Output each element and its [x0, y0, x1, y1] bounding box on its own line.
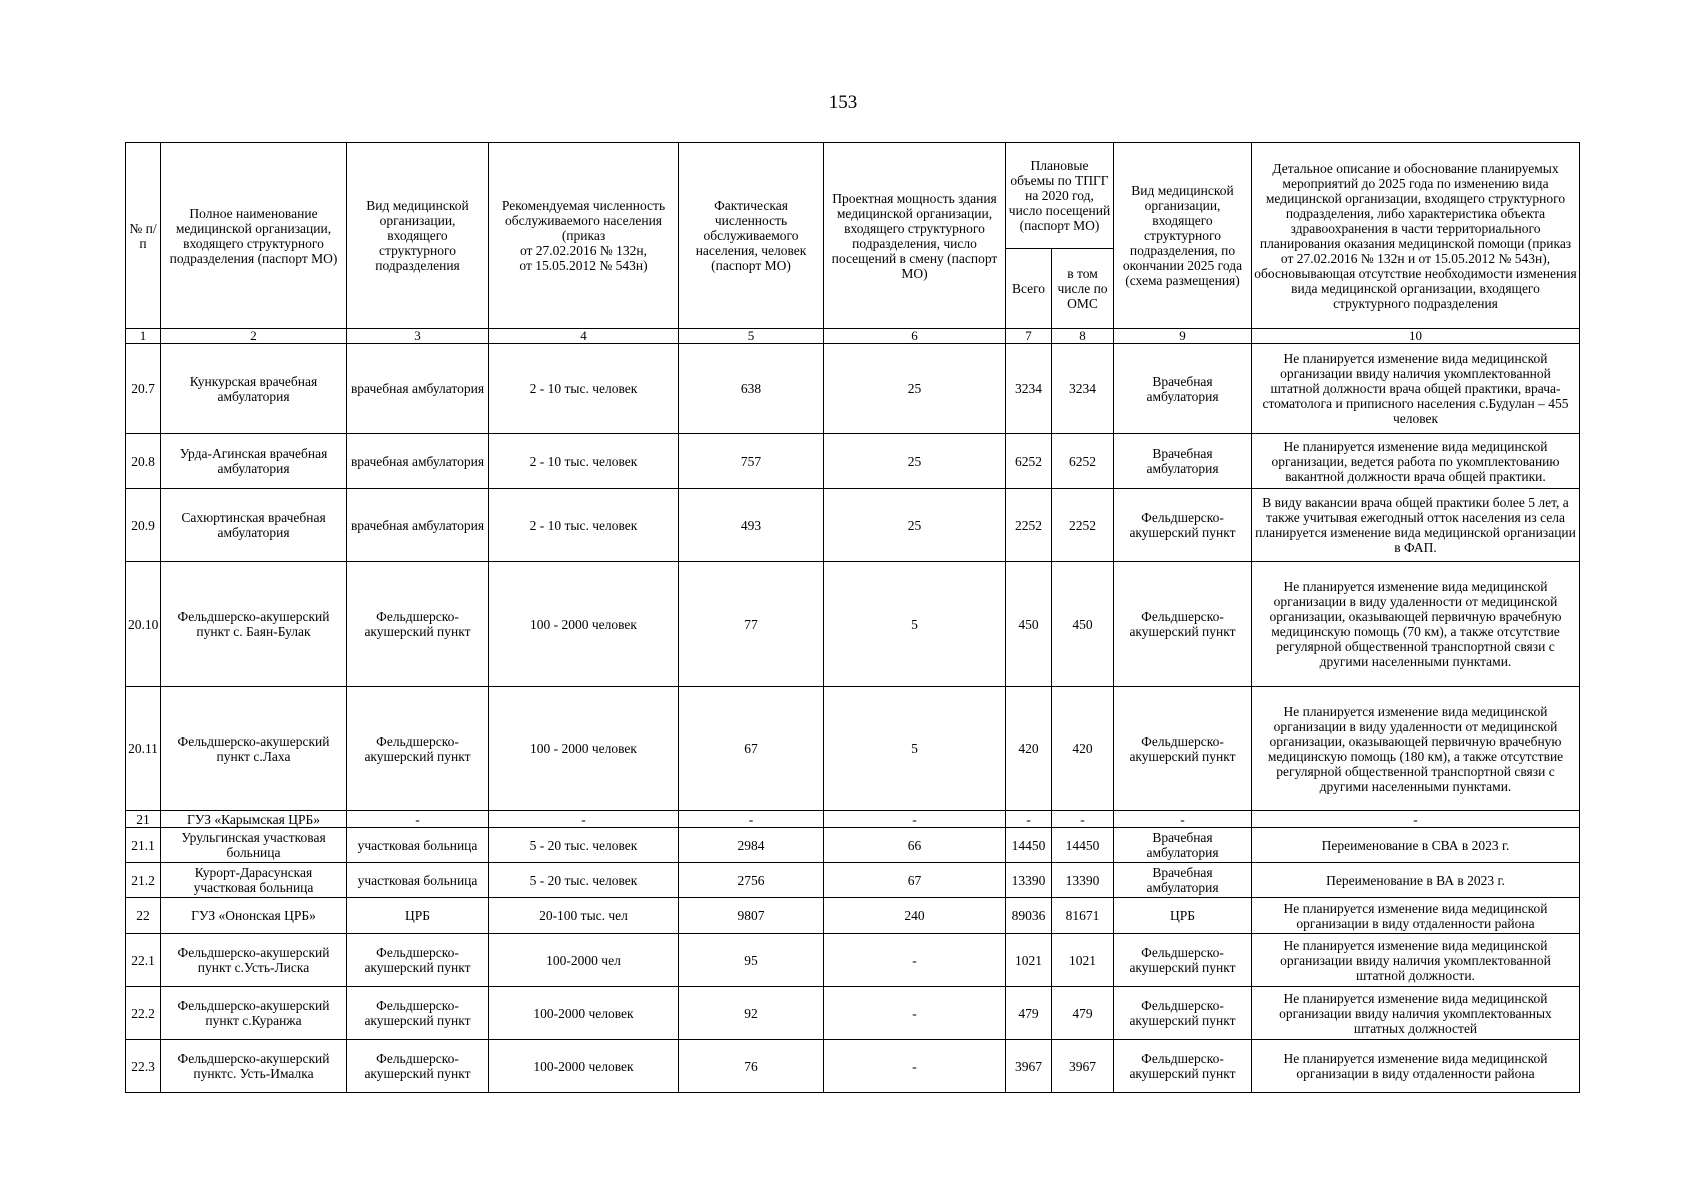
header-recommended-line2: от 27.02.2016 № 132н, [519, 243, 648, 258]
planned-oms: 13390 [1052, 863, 1114, 898]
org-name: Кункурская врачебная амбулатория [161, 344, 347, 434]
table-row [126, 898, 1580, 934]
header-description: Детальное описание и обоснование планируемых мероприятий до 2025 года по изменению вида медицинской организации, входящего структурного подразделения, либо характеристика объекта здравоохранения в части территориального планирования оказания медицинской помощи (приказ от 27.02.2016 № 132н и от 15.05.2012 № 543н), обосновывающая отсутствие необходимости изменения вида медицинской организации, входящего структурного подразделения [1252, 143, 1580, 329]
column-number: 6 [824, 329, 1006, 344]
row-number: 21 [126, 811, 161, 828]
column-number: 1 [126, 329, 161, 344]
planned-oms: - [1052, 811, 1114, 828]
header-recommended-population [489, 143, 679, 329]
row-number: 22.3 [126, 1040, 161, 1093]
header-number: № п/п [126, 143, 161, 329]
design-capacity: 66 [824, 828, 1006, 863]
design-capacity: 5 [824, 562, 1006, 687]
design-capacity: 240 [824, 898, 1006, 934]
planned-total: 6252 [1006, 434, 1052, 489]
header-row [126, 143, 1580, 249]
org-type: врачебная амбулатория [347, 489, 489, 562]
design-capacity: 5 [824, 687, 1006, 811]
org-type: участковая больница [347, 828, 489, 863]
design-capacity: - [824, 1040, 1006, 1093]
planned-oms: 6252 [1052, 434, 1114, 489]
actual-population: 2984 [679, 828, 824, 863]
org-name: Курорт-Дарасунская участковая больница [161, 863, 347, 898]
org-type: участковая больница [347, 863, 489, 898]
row-number: 20.9 [126, 489, 161, 562]
planned-oms: 81671 [1052, 898, 1114, 934]
table-row [126, 1040, 1580, 1093]
recommended-population: 2 - 10 тыс. человек [489, 434, 679, 489]
description: Не планируется изменение вида медицинской организации в виду удаленности от медицинской организации, оказывающей первичную врачебную медицинскую помощь (180 км), а также отсутствие регулярной общественной транспортной связи с другими населенными пунктами. [1252, 687, 1580, 811]
design-capacity: - [824, 811, 1006, 828]
planned-total: 13390 [1006, 863, 1052, 898]
header-type-2025: Вид медицинской организации, входящего структурного подразделения, по окончании 2025 года (схема размещения) [1114, 143, 1252, 329]
row-number: 20.8 [126, 434, 161, 489]
row-number: 20.11 [126, 687, 161, 811]
design-capacity: - [824, 934, 1006, 987]
description: Переименование в СВА в 2023 г. [1252, 828, 1580, 863]
header-total: Всего [1006, 249, 1052, 329]
column-number: 5 [679, 329, 824, 344]
actual-population: 76 [679, 1040, 824, 1093]
org-type-2025: Фельдшерско-акушерский пункт [1114, 489, 1252, 562]
planned-total: 3234 [1006, 344, 1052, 434]
planned-oms: 3234 [1052, 344, 1114, 434]
org-type-2025: Врачебная амбулатория [1114, 863, 1252, 898]
description: - [1252, 811, 1580, 828]
table-row [126, 687, 1580, 811]
header-planned-volumes: Плановые объемы по ТПГГ на 2020 год, число посещений (паспорт МО) [1006, 143, 1114, 249]
header-full-name: Полное наименование медицинской организации, входящего структурного подразделения (паспорт МО) [161, 143, 347, 329]
description: Переименование в ВА в 2023 г. [1252, 863, 1580, 898]
actual-population: - [679, 811, 824, 828]
actual-population: 77 [679, 562, 824, 687]
planned-total: - [1006, 811, 1052, 828]
header-recommended-line1: Рекомендуемая численность обслуживаемого населения (приказ [501, 198, 666, 243]
column-number-row [126, 329, 1580, 344]
org-type: Фельдшерско-акушерский пункт [347, 934, 489, 987]
table-row [126, 489, 1580, 562]
table-row [126, 863, 1580, 898]
design-capacity: 25 [824, 434, 1006, 489]
description: Не планируется изменение вида медицинской организации ввиду наличия укомплектованной штатной должности. [1252, 934, 1580, 987]
org-type-2025: Фельдшерско-акушерский пункт [1114, 687, 1252, 811]
recommended-population: 5 - 20 тыс. человек [489, 828, 679, 863]
column-number: 10 [1252, 329, 1580, 344]
recommended-population: 5 - 20 тыс. человек [489, 863, 679, 898]
design-capacity: - [824, 987, 1006, 1040]
org-type: Фельдшерско-акушерский пункт [347, 687, 489, 811]
org-name: Фельдшерско-акушерский пунктс. Усть-Ималка [161, 1040, 347, 1093]
recommended-population: 100-2000 человек [489, 1040, 679, 1093]
planned-total: 89036 [1006, 898, 1052, 934]
planned-total: 1021 [1006, 934, 1052, 987]
org-type-2025: Врачебная амбулатория [1114, 344, 1252, 434]
row-number: 20.10 [126, 562, 161, 687]
planned-total: 479 [1006, 987, 1052, 1040]
org-name: Фельдшерско-акушерский пункт с.Куранжа [161, 987, 347, 1040]
table-row [126, 934, 1580, 987]
row-number: 22 [126, 898, 161, 934]
org-name: Фельдшерско-акушерский пункт с.Лаха [161, 687, 347, 811]
org-name: ГУЗ «Ононская ЦРБ» [161, 898, 347, 934]
recommended-population: 100-2000 человек [489, 987, 679, 1040]
org-name: Урульгинская участковая больница [161, 828, 347, 863]
planned-oms: 2252 [1052, 489, 1114, 562]
org-type-2025: Фельдшерско-акушерский пункт [1114, 1040, 1252, 1093]
header-org-type: Вид медицинской организации, входящего структурного подразделения [347, 143, 489, 329]
header-design-capacity: Проектная мощность здания медицинской организации, входящего структурного подразделения, число посещений в смену (паспорт МО) [824, 143, 1006, 329]
planned-total: 14450 [1006, 828, 1052, 863]
medical-organizations-table [125, 142, 1580, 1093]
org-name: Сахюртинская врачебная амбулатория [161, 489, 347, 562]
table-row [126, 344, 1580, 434]
actual-population: 92 [679, 987, 824, 1040]
row-number: 22.1 [126, 934, 161, 987]
org-type-2025: ЦРБ [1114, 898, 1252, 934]
description: Не планируется изменение вида медицинской организации, ведется работа по укомплектованию вакантной должности врача общей практики. [1252, 434, 1580, 489]
column-number: 7 [1006, 329, 1052, 344]
org-name: ГУЗ «Карымская ЦРБ» [161, 811, 347, 828]
column-number: 4 [489, 329, 679, 344]
org-name: Урда-Агинская врачебная амбулатория [161, 434, 347, 489]
org-type: врачебная амбулатория [347, 434, 489, 489]
table-row [126, 434, 1580, 489]
planned-oms: 420 [1052, 687, 1114, 811]
recommended-population: 2 - 10 тыс. человек [489, 344, 679, 434]
planned-oms: 479 [1052, 987, 1114, 1040]
actual-population: 493 [679, 489, 824, 562]
actual-population: 638 [679, 344, 824, 434]
org-type: Фельдшерско-акушерский пункт [347, 562, 489, 687]
design-capacity: 67 [824, 863, 1006, 898]
column-number: 8 [1052, 329, 1114, 344]
description: Не планируется изменение вида медицинской организации в виду удаленности от медицинской организации, оказывающей первичную врачебную медицинскую помощь (70 км), а также отсутствие регулярной общественной транспортной связи с другими населенными пунктами. [1252, 562, 1580, 687]
actual-population: 67 [679, 687, 824, 811]
column-number: 3 [347, 329, 489, 344]
org-type: ЦРБ [347, 898, 489, 934]
planned-total: 2252 [1006, 489, 1052, 562]
recommended-population: 100 - 2000 человек [489, 687, 679, 811]
page-number: 153 [828, 92, 858, 113]
org-type: врачебная амбулатория [347, 344, 489, 434]
org-type-2025: Фельдшерско-акушерский пункт [1114, 934, 1252, 987]
planned-oms: 14450 [1052, 828, 1114, 863]
description: Не планируется изменение вида медицинской организации в виду отдаленности района [1252, 898, 1580, 934]
org-type-2025: Фельдшерско-акушерский пункт [1114, 987, 1252, 1040]
actual-population: 2756 [679, 863, 824, 898]
table-row [126, 811, 1580, 828]
org-name: Фельдшерско-акушерский пункт с.Усть-Лиска [161, 934, 347, 987]
planned-total: 450 [1006, 562, 1052, 687]
table-row [126, 562, 1580, 687]
actual-population: 757 [679, 434, 824, 489]
org-type: Фельдшерско-акушерский пункт [347, 1040, 489, 1093]
column-number: 9 [1114, 329, 1252, 344]
recommended-population: 100-2000 чел [489, 934, 679, 987]
org-type: - [347, 811, 489, 828]
design-capacity: 25 [824, 489, 1006, 562]
planned-oms: 3967 [1052, 1040, 1114, 1093]
recommended-population: 2 - 10 тыс. человек [489, 489, 679, 562]
actual-population: 9807 [679, 898, 824, 934]
description: Не планируется изменение вида медицинской организации в виду отдаленности района [1252, 1040, 1580, 1093]
org-type-2025: - [1114, 811, 1252, 828]
design-capacity: 25 [824, 344, 1006, 434]
org-type-2025: Врачебная амбулатория [1114, 434, 1252, 489]
header-recommended-line3: от 15.05.2012 № 543н) [519, 258, 648, 273]
row-number: 20.7 [126, 344, 161, 434]
actual-population: 95 [679, 934, 824, 987]
planned-oms: 450 [1052, 562, 1114, 687]
org-type-2025: Фельдшерско-акушерский пункт [1114, 562, 1252, 687]
planned-total: 3967 [1006, 1040, 1052, 1093]
header-oms: в том числе по ОМС [1052, 249, 1114, 329]
planned-oms: 1021 [1052, 934, 1114, 987]
header-actual-population: Фактическая численность обслуживаемого населения, человек (паспорт МО) [679, 143, 824, 329]
table-row [126, 987, 1580, 1040]
org-type: Фельдшерско-акушерский пункт [347, 987, 489, 1040]
row-number: 21.2 [126, 863, 161, 898]
description: В виду вакансии врача общей практики более 5 лет, а также учитывая ежегодный отток населения из села планируется изменение вида медицинской организации в ФАП. [1252, 489, 1580, 562]
org-name: Фельдшерско-акушерский пункт с. Баян-Булак [161, 562, 347, 687]
planned-total: 420 [1006, 687, 1052, 811]
description: Не планируется изменение вида медицинской организации ввиду наличия укомплектованных штатных должностей [1252, 987, 1580, 1040]
org-type-2025: Врачебная амбулатория [1114, 828, 1252, 863]
column-number: 2 [161, 329, 347, 344]
recommended-population: 100 - 2000 человек [489, 562, 679, 687]
recommended-population: 20-100 тыс. чел [489, 898, 679, 934]
recommended-population: - [489, 811, 679, 828]
row-number: 21.1 [126, 828, 161, 863]
row-number: 22.2 [126, 987, 161, 1040]
table-row [126, 828, 1580, 863]
description: Не планируется изменение вида медицинской организации ввиду наличия укомплектованной штатной должности врача общей практики, врача-стоматолога и приписного населения с.Будулан – 455 человек [1252, 344, 1580, 434]
